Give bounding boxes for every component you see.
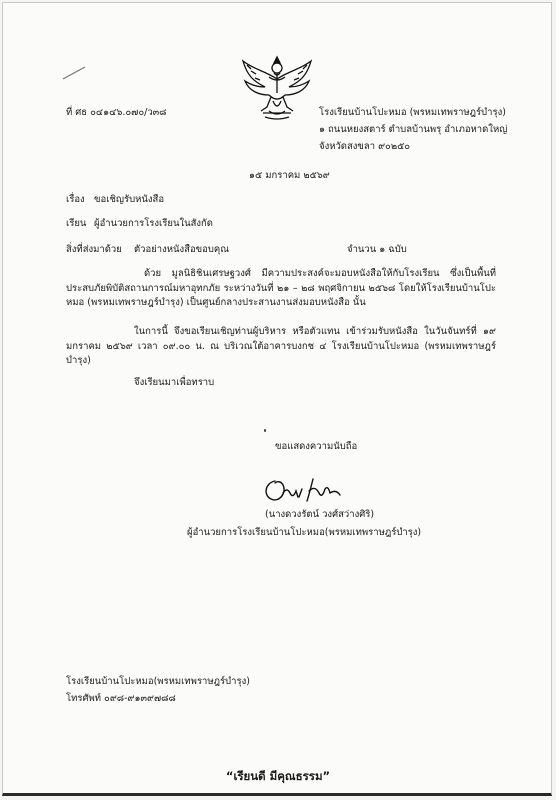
letter-page xyxy=(2,2,552,796)
school-motto: “เรียนดี มีคุณธรรม” xyxy=(225,769,331,783)
body-paragraph-2: ในการนี้ จึงขอเรียนเชิญท่านผู้บริหาร หรือตัวแทน เข้าร่วมรับหนังสือ ในวันจันทร์ที่ ๑๙ มกราคม ๒๕๖๙ เวลา ๐๙.๐๐ น. ณ บริเวณใต้อาคารบงกช ๔ โรงเรียนบ้านโปะหมอ (พรหมเทพราษฎร์บำรุง) xyxy=(66,326,496,366)
letter-date: ๑๕ มกราคม ๒๕๖๙ xyxy=(249,170,330,181)
school-address-line-2: ๑ ถนนหยงสตาร์ ตำบลบ้านพรุ อำเภอหาดใหญ่ xyxy=(319,124,508,135)
recipient-label: เรียน xyxy=(66,218,87,229)
body-paragraph-1: ด้วย มูลนิธิชินเศรษฐวงศ์ มีความประสงค์จะมอบหนังสือให้กับโรงเรียน ซึ่งเป็นพื้นที่ประสบภัยพิบัติสถานการณ์มหาอุทกภัย ระหว่างวันที่ ๒๑ – ๒๘ พฤศจิกายน ๒๕๖๘ โดยให้โรงเรียนบ้านโปะหมอ (พรหมเทพราษฎร์บำรุง) เป็นศูนย์กลางประสานงานส่งมอบหนังสือ นั้น xyxy=(66,268,496,308)
school-address-line-1: โรงเรียนบ้านโปะหมอ (พรหมเทพราษฎร์บำรุง) xyxy=(319,107,506,118)
closing-salutation: ขอแสดงความนับถือ xyxy=(275,441,358,452)
ink-speck xyxy=(264,429,266,432)
signer-title: ผู้อำนวยการโรงเรียนบ้านโปะหมอ(พรหมเทพราษฎร์บำรุง) xyxy=(187,527,422,538)
footer-office: โรงเรียนบ้านโปะหมอ(พรหมเทพราษฎร์บำรุง) xyxy=(66,676,250,687)
footer-phone: โทรศัพท์ ๐๙๘-๙๑๓๙๗๘๘ xyxy=(66,693,176,704)
subject-text: ขอเชิญรับหนังสือ xyxy=(94,194,165,205)
signature-icon xyxy=(261,475,353,505)
enclosure-quantity: จำนวน ๑ ฉบับ xyxy=(347,244,407,255)
enclosure-label: สิ่งที่ส่งมาด้วย xyxy=(66,244,122,255)
signer-name: (นางดวงรัตน์ วงศ์สว่างศิริ) xyxy=(265,509,375,520)
enclosure-text: ตัวอย่างหนังสือขอบคุณ xyxy=(134,244,230,255)
subject-label: เรื่อง xyxy=(66,194,85,205)
recipient-text: ผู้อำนวยการโรงเรียนในสังกัด xyxy=(94,218,213,229)
pen-mark-icon xyxy=(61,65,87,81)
garuda-emblem-icon xyxy=(239,51,315,123)
reference-number: ที่ ศธ ๐๔๑๔๖.๐๗๐/ว๓๘ xyxy=(66,107,167,118)
closing-request: จึงเรียนมาเพื่อทราบ xyxy=(134,377,215,388)
school-address-line-3: จังหวัดสงขลา ๙๐๒๕๐ xyxy=(319,141,411,152)
